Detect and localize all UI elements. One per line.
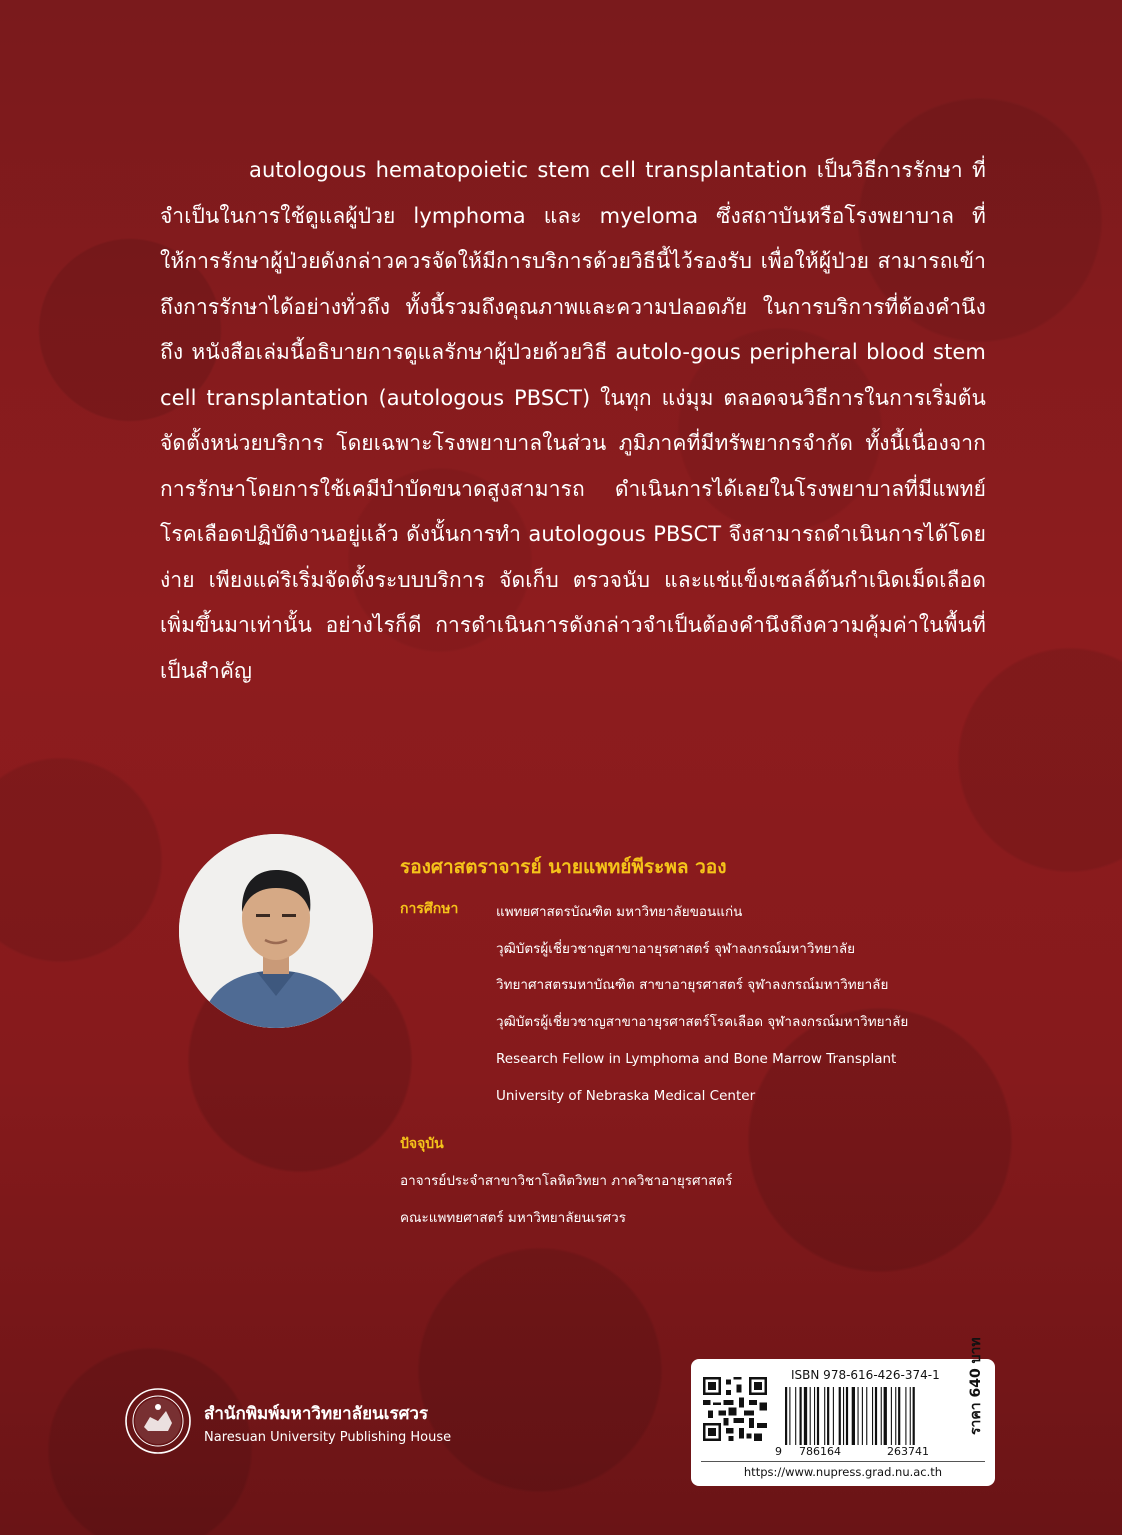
barcode-bar [884, 1387, 887, 1445]
desc-line: ดำเนินการได้เลยในโรงพยาบาลที่มีแพทย์โรคเลือดปฏิบัติงานอยู่แล้ว ดังนั้นการทำ [160, 476, 986, 546]
barcode-bar [862, 1387, 863, 1445]
barcode-bar [852, 1387, 855, 1445]
barcode-bar [800, 1387, 802, 1445]
barcode-bar [839, 1387, 841, 1445]
book-description [160, 148, 986, 694]
desc-line: autologous hematopoietic stem cell transplantation เป็นวิธีการรักษา [249, 158, 963, 182]
barcode-bar [881, 1387, 882, 1445]
current-position-item: อาจารย์ประจำสาขาวิชาโลหิตวิทยา ภาควิชาอายุรศาสตร์ [400, 1173, 733, 1189]
barcode-bar [866, 1387, 867, 1445]
publisher-url: https://www.nupress.grad.nu.ac.th [743, 1465, 943, 1479]
education-item: วุฒิบัตรผู้เชี่ยวชาญสาขาอายุรศาสตร์โรคเลือด จุฬาลงกรณ์มหาวิทยาลัย [496, 1014, 909, 1031]
desc-line: gous peripheral blood stem cell transplantation (autologous PBSCT) ในทุก [160, 340, 986, 410]
education-list [496, 894, 908, 1114]
current-position-item: คณะแพทยศาสตร์ มหาวิทยาลัยนเรศวร [400, 1210, 626, 1226]
barcode-bar [814, 1387, 815, 1445]
desc-line: แง่มุม ตลอดจนวิธีการในการเริ่มต้นจัดตั้งหน่วยบริการ โดยเฉพาะโรงพยาบาลในส่วน [160, 385, 986, 455]
barcode-bar [858, 1387, 859, 1445]
barcode-bar [833, 1387, 834, 1445]
barcode-bar [827, 1387, 829, 1445]
desc-line: ที่ให้การรักษาผู้ป่วยดังกล่าวควรจัดให้มีการบริการด้วยวิธีนี้ไว้รองรับ เพื่อให้ผู้ป่วย [160, 203, 986, 273]
publisher-name-th: สำนักพิมพ์มหาวิทยาลัยนเรศวร [204, 1404, 429, 1424]
desc-line: การดำเนินการดังกล่าวจำเป็นต้องคำนึงถึงความคุ้มค่าในพื้นที่เป็นสำคัญ [160, 613, 986, 683]
author-name: รองศาสตราจารย์ นายแพทย์พีระพล วอง [400, 856, 727, 878]
price-label: ราคา 640 บาท [968, 1337, 984, 1435]
education-item: วุฒิบัตรผู้เชี่ยวชาญสาขาอายุรศาสตร์ จุฬาลงกรณ์มหาวิทยาลัย [496, 940, 856, 957]
publisher-seal-icon [124, 1387, 192, 1455]
isbn-block [691, 1337, 995, 1486]
publisher-name-en: Naresuan University Publishing House [204, 1430, 452, 1445]
barcode-bar [817, 1387, 819, 1445]
barcode-bar [910, 1387, 911, 1445]
barcode-bar [804, 1387, 807, 1445]
barcode-bar [872, 1387, 873, 1445]
education-item: แพทยศาสตรบัณฑิต มหาวิทยาลัยขอนแก่น [496, 904, 743, 920]
barcode-bar [785, 1387, 787, 1445]
barcode-bar [846, 1387, 848, 1445]
education-item: Research Fellow in Lymphoma and Bone Marrow Transplant [496, 1050, 897, 1067]
education-label: การศึกษา [400, 901, 459, 917]
barcode-bar [891, 1387, 892, 1445]
isbn-divider [701, 1461, 985, 1462]
author-portrait-icon [179, 834, 373, 1028]
current-position-list [400, 1163, 732, 1237]
barcode-bar [789, 1387, 790, 1445]
desc-line: ในการบริการที่ต้องคำนึงถึง หนังสือเล่มนี้อธิบายการดูแลรักษาผู้ป่วยด้วยวิธี autolo- [160, 294, 986, 364]
barcode-bar [905, 1387, 906, 1445]
barcode-bar [898, 1387, 900, 1445]
barcode-digits-right: 263741 [887, 1445, 929, 1458]
desc-line: ภูมิภาคที่มีทรัพยากรจำกัด ทั้งนี้เนื่องจากการรักษาโดยการใช้เคมีบำบัดขนาดสูงสามารถ [160, 431, 986, 501]
author-photo [179, 834, 373, 1028]
qr-code-icon [703, 1377, 767, 1441]
barcode-digits-left: 786164 [799, 1445, 841, 1458]
barcode-bar [843, 1387, 844, 1445]
desc-line: ที่จำเป็นในการใช้ดูแลผู้ป่วย lymphoma และ myeloma ซึ่งสถาบันหรือโรงพยาบาล [160, 158, 986, 228]
current-position-label: ปัจจุบัน [400, 1136, 444, 1152]
education-item: วิทยาศาสตรมหาบัณฑิต สาขาอายุรศาสตร์ จุฬาลงกรณ์มหาวิทยาลัย [496, 977, 889, 994]
barcode-icon [783, 1387, 961, 1445]
barcode-bar [913, 1387, 915, 1445]
barcode-bar [810, 1387, 811, 1445]
barcode-bar [895, 1387, 896, 1445]
barcode-digit-prefix: 9 [775, 1445, 782, 1458]
barcode-bar [795, 1387, 796, 1445]
barcode-bar [875, 1387, 877, 1445]
education-item: University of Nebraska Medical Center [496, 1087, 756, 1104]
desc-line: autologous PBSCT จึงสามารถดำเนินการได้โดยง่าย เพียงแค่ริเริ่มจัดตั้งระบบบริการ [160, 522, 986, 592]
desc-line: สามารถเข้าถึงการรักษาได้อย่างทั่วถึง ทั้งนี้รวมถึงคุณภาพและความปลอดภัย [160, 249, 987, 319]
desc-line: จัดเก็บ ตรวจนับ และแช่แข็งเซลล์ต้นกำเนิดเม็ดเลือดเพิ่มขึ้นมาเท่านั้น อย่างไรก็ดี [160, 567, 986, 637]
isbn-number: ISBN 978-616-426-374-1 [791, 1368, 940, 1382]
barcode-bar [824, 1387, 825, 1445]
